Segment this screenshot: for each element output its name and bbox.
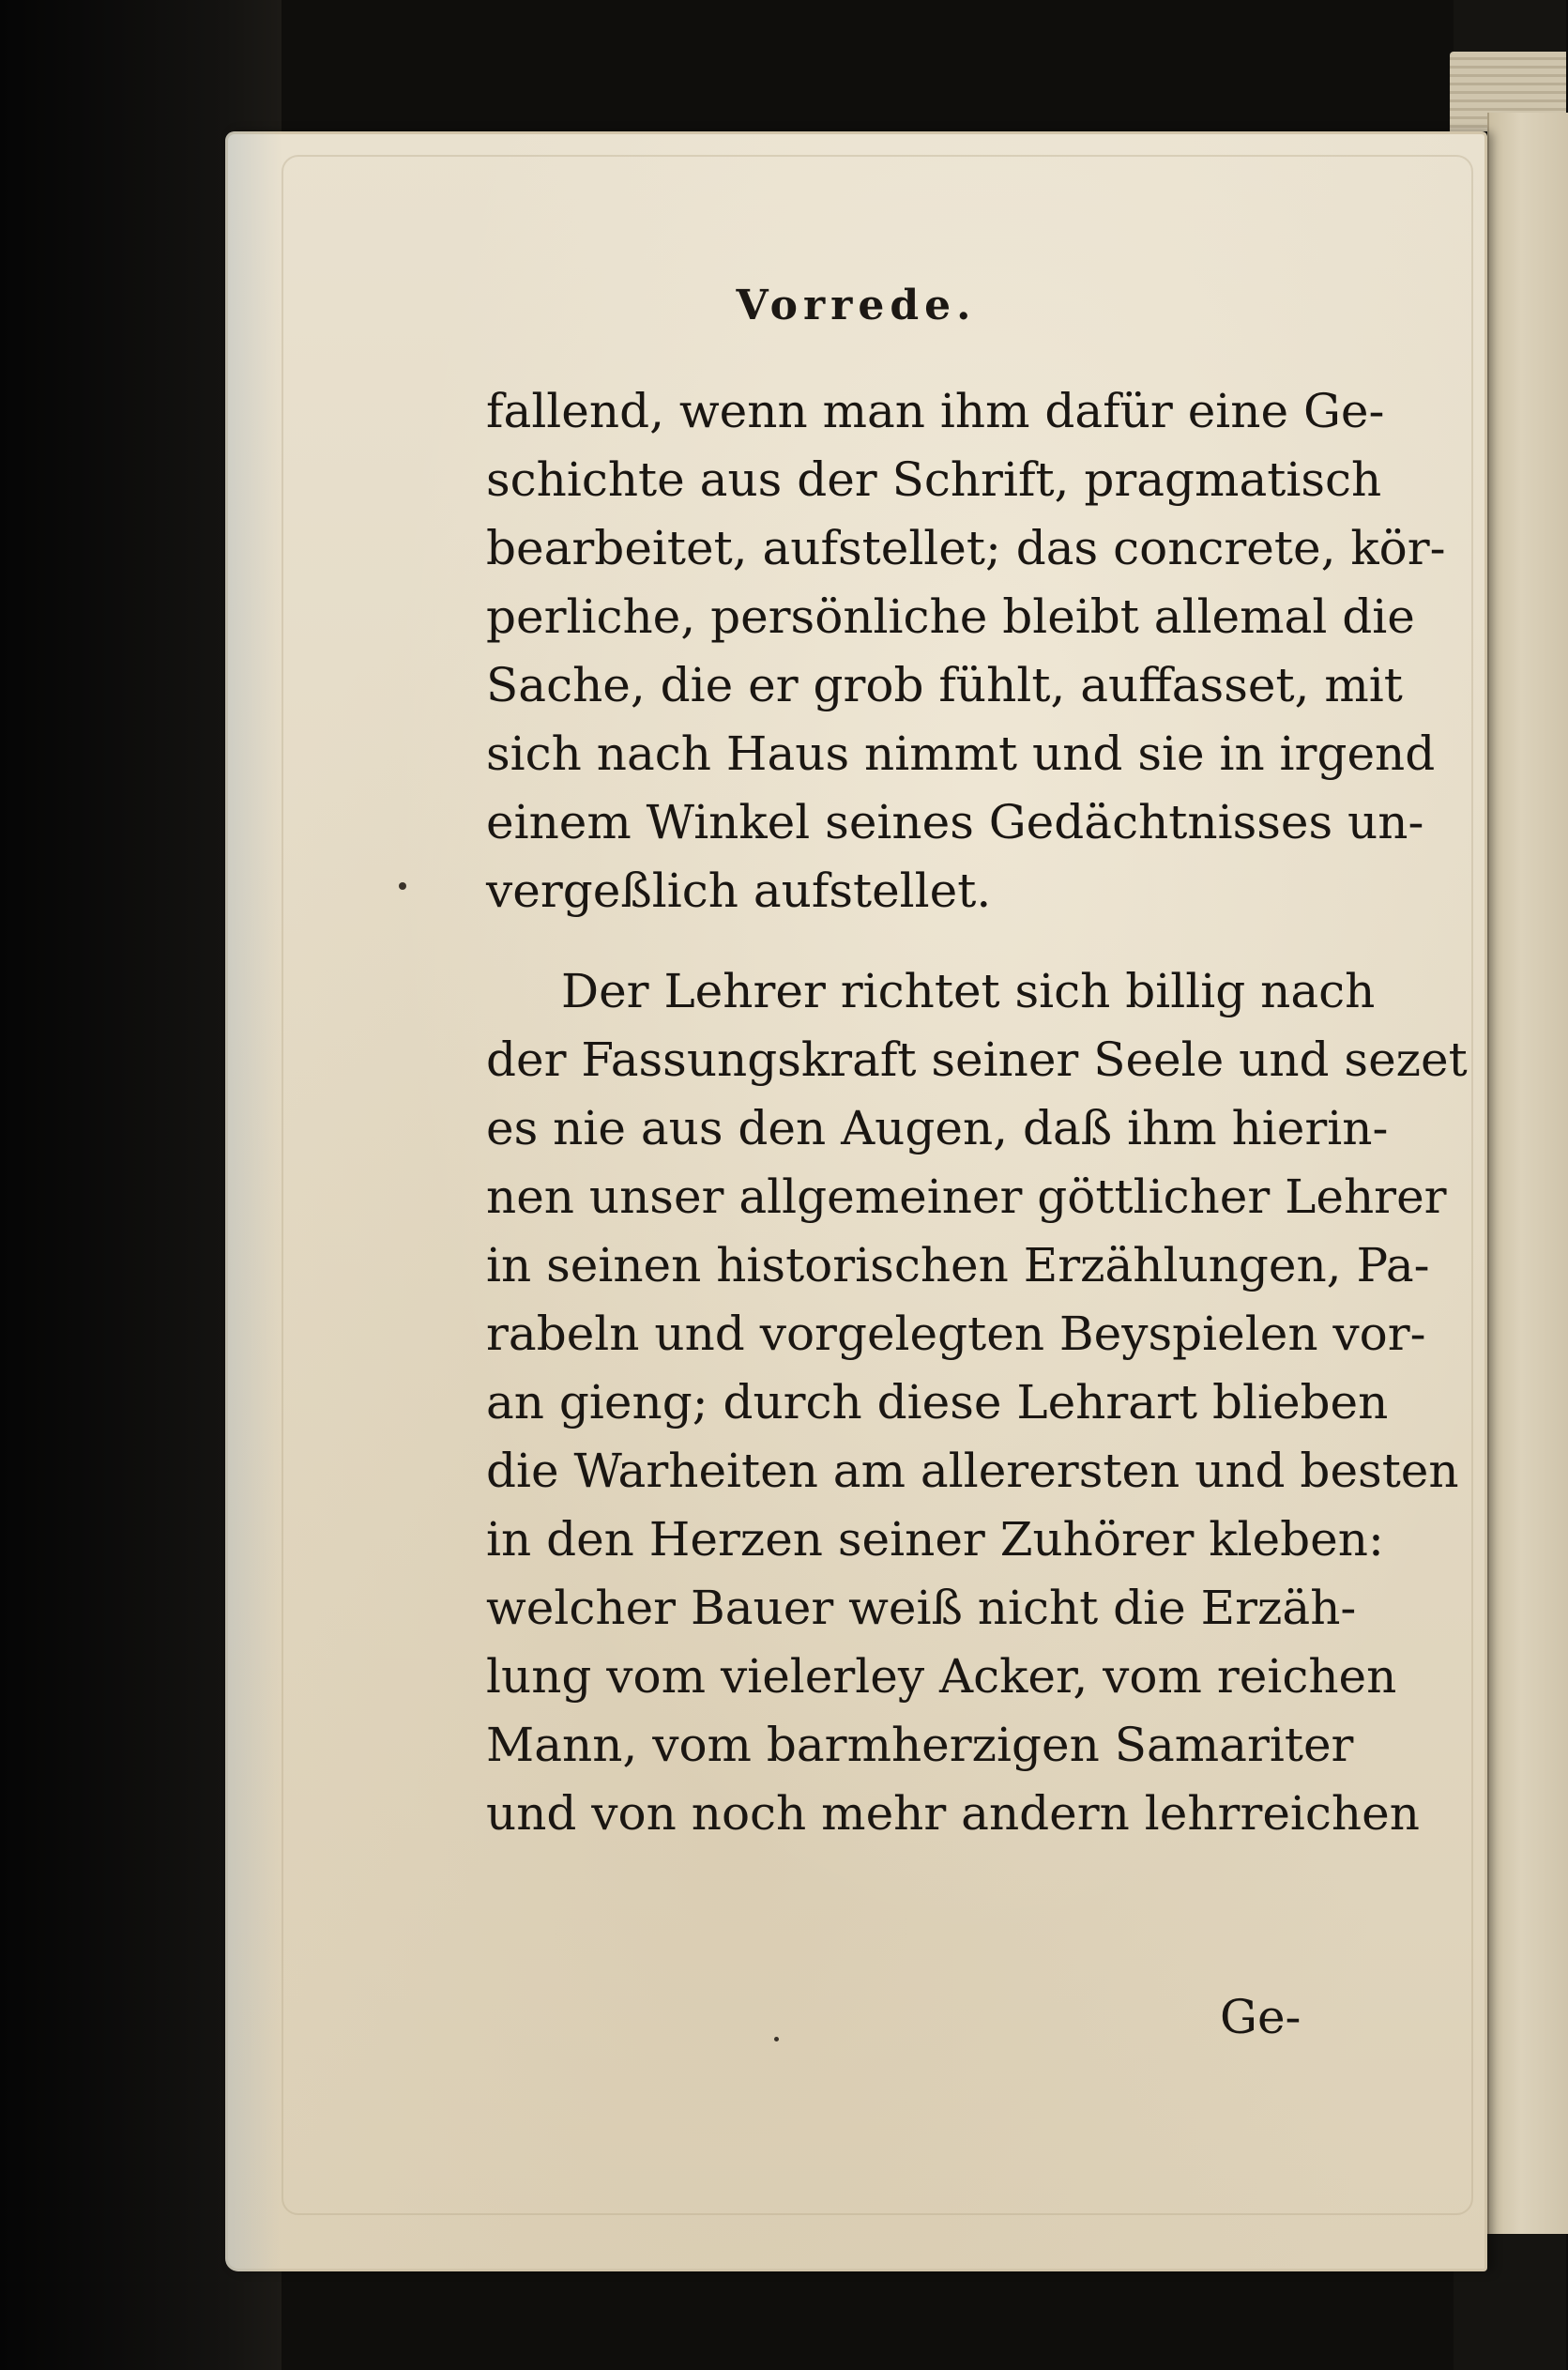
text-line: nen unser allgemeiner göttlicher Lehrer: [486, 1170, 1447, 1224]
text-block: [486, 377, 1468, 1848]
text-line: perliche, persönliche bleibt allemal die: [486, 589, 1415, 644]
text-line: die Warheiten am allerersten und besten: [486, 1444, 1459, 1498]
text-line: Mann, vom barmherzigen Samariter: [486, 1718, 1354, 1772]
text-line: an gieng; durch diese Lehrart blieben: [486, 1375, 1389, 1430]
text-line: rabeln und vorgelegten Beyspielen vor-: [486, 1307, 1426, 1361]
text-line: welcher Bauer weiß nicht die Erzäh-: [486, 1581, 1357, 1635]
text-line: fallend, wenn man ihm dafür eine Ge-: [486, 384, 1385, 438]
text-line: es nie aus den Augen, daß ihm hierin-: [486, 1101, 1389, 1155]
text-line: lung vom vielerley Acker, vom reichen: [486, 1649, 1397, 1704]
adjacent-page-edge: [1487, 113, 1568, 2234]
text-line: in den Herzen seiner Zuhörer kleben:: [486, 1512, 1384, 1567]
text-line: bearbeitet, aufstellet; das concrete, kör-: [486, 521, 1446, 575]
text-line: der Fassungskraft seiner Seele und sezet: [486, 1032, 1468, 1087]
text-line: vergeßlich aufstellet.: [486, 864, 992, 918]
text-line: Der Lehrer richtet sich billig nach: [561, 964, 1376, 1018]
book-page: [225, 131, 1487, 2271]
text-line: sich nach Haus nimmt und sie in irgend: [486, 726, 1436, 781]
text-line: Sache, die er grob fühlt, auffasset, mit: [486, 658, 1403, 712]
paragraph-2: [486, 957, 1468, 1848]
catchword: Ge-: [1220, 1990, 1302, 2044]
paragraph-1: [486, 377, 1446, 925]
paragraph-spacer: [486, 925, 1349, 957]
ink-speck: [774, 2037, 779, 2041]
text-line: einem Winkel seines Gedächtnisses un-: [486, 795, 1424, 849]
text-line: in seinen historischen Erzählungen, Pa-: [486, 1238, 1430, 1292]
running-head: Vorrede.: [736, 282, 977, 329]
ink-speck: [399, 882, 406, 890]
text-line: und von noch mehr andern lehrreichen: [486, 1786, 1420, 1841]
text-line: schichte aus der Schrift, pragmatisch: [486, 452, 1382, 507]
